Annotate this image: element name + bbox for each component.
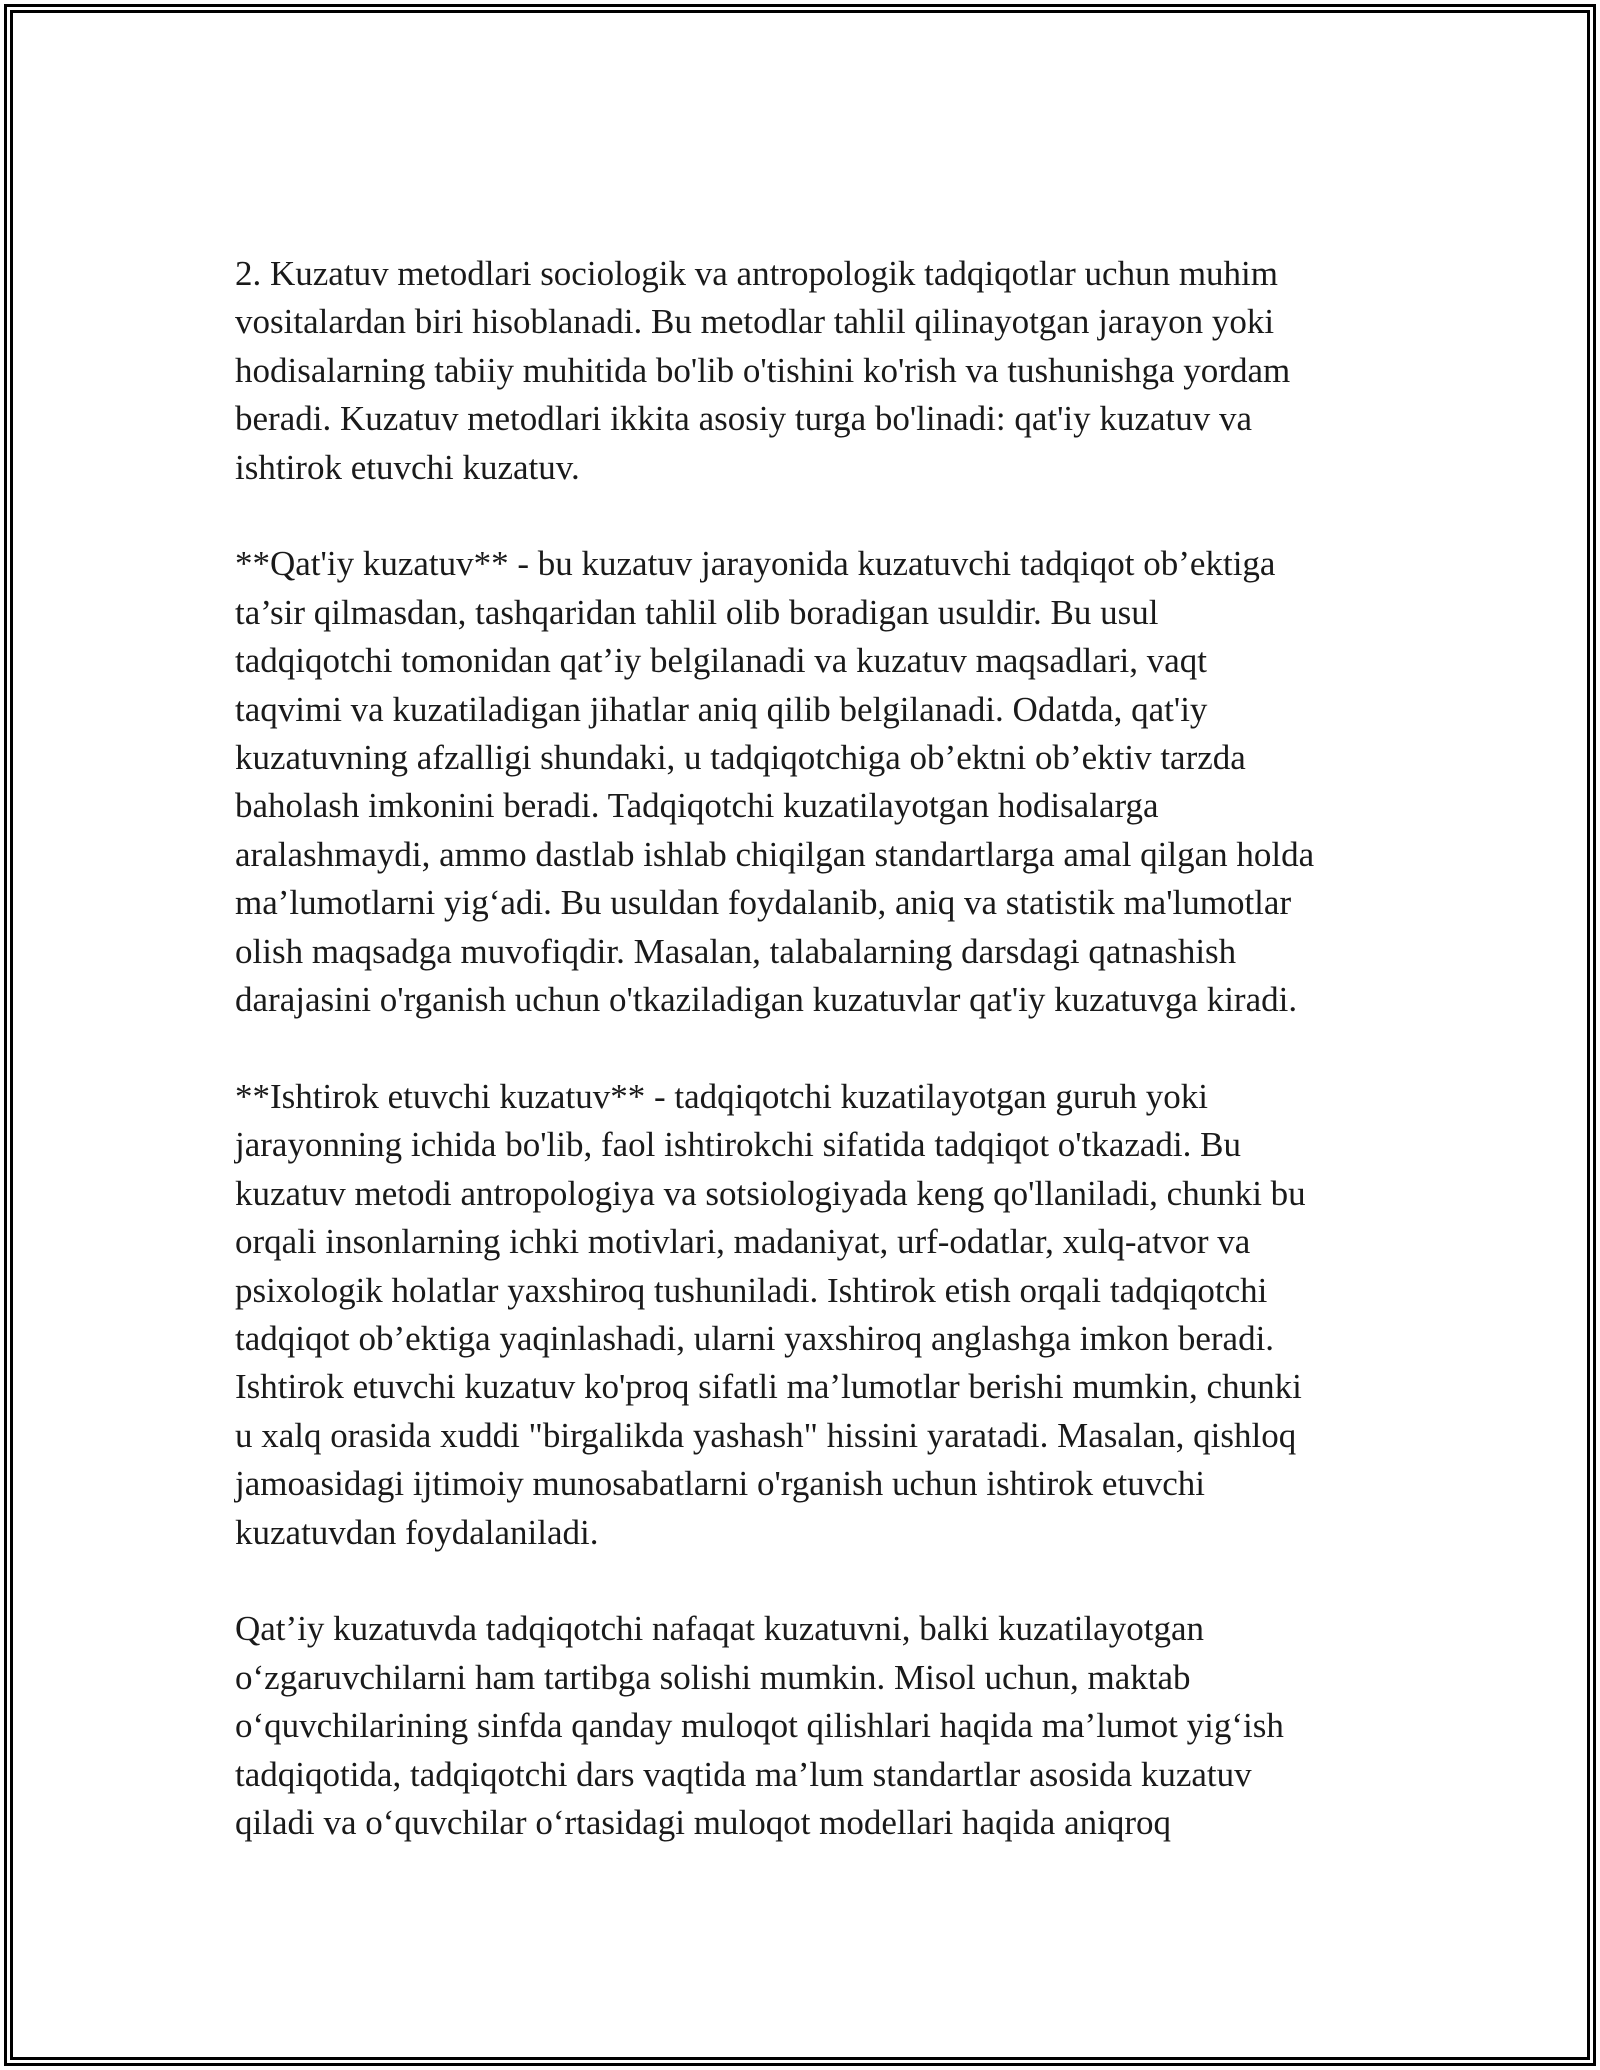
paragraph-intro: 2. Kuzatuv metodlari sociologik va antropologik tadqiqotlar uchun muhim vositalardan biri hisoblanadi. Bu metodlar tahlil qilinayotgan jarayon yoki hodisalarning tabiiy muhitida bo'lib o'tishini ko'rish va tushunishga yordam beradi. Kuzatuv metodlari ikkita asosiy turga bo'linadi: qat'iy kuzatuv va ishtirok etuvchi kuzatuv. xyxy=(235,254,1291,487)
paragraph-strict-observation-example: Qat’iy kuzatuvda tadqiqotchi nafaqat kuzatuvni, balki kuzatilayotgan o‘zgaruvchilarni ham tartibga solishi mumkin. Misol uchun, maktab o‘quvchilarining sinfda qanday muloqot qilishlari haqida ma’lumot yig‘ish tadqiqotida, tadqiqotchi dars vaqtida ma’lum standartlar asosida kuzatuv qiladi va o‘quvchilar o‘rtasidagi muloqot modellari haqida aniqroq xyxy=(235,1609,1284,1842)
paragraph-strict-observation: **Qat'iy kuzatuv** - bu kuzatuv jarayonida kuzatuvchi tadqiqot ob’ektiga ta’sir qilmasdan, tashqaridan tahlil olib boradigan usuldir. Bu usul tadqiqotchi tomonidan qat’iy belgilanadi va kuzatuv maqsadlari, vaqt taqvimi va kuzatiladigan jihatlar aniq qilib belgilanadi. Odatda, qat'iy kuzatuvning afzalligi shundaki, u tadqiqotchiga ob’ektni ob’ektiv tarzda baholash imkonini beradi. Tadqiqotchi kuzatilayotgan hodisalarga aralashmaydi, ammo dastlab ishlab chiqilgan standartlarga amal qilgan holda ma’lumotlarni yig‘adi. Bu usuldan foydalanib, aniq va statistik ma'lumotlar olish maqsadga muvofiqdir. Masalan, talabalarning darsdagi qatnashish darajasini o'rganish uchun o'tkaziladigan kuzatuvlar qat'iy kuzatuvga kiradi. xyxy=(235,544,1315,1020)
document-body xyxy=(235,250,1370,1896)
paragraph-participant-observation: **Ishtirok etuvchi kuzatuv** - tadqiqotchi kuzatilayotgan guruh yoki jarayonning ichida bo'lib, faol ishtirokchi sifatida tadqiqot o'tkazadi. Bu kuzatuv metodi antropologiya va sotsiologiyada keng qo'llaniladi, chunki bu orqali insonlarning ichki motivlari, madaniyat, urf-odatlar, xulq-atvor va psixologik holatlar yaxshiroq tushuniladi. Ishtirok etish orqali tadqiqotchi tadqiqot ob’ektiga yaqinlashadi, ularni yaxshiroq anglashga imkon beradi. Ishtirok etuvchi kuzatuv ko'proq sifatli ma’lumotlar berishi mumkin, chunki u xalq orasida xuddi "birgalikda yashash" hissini yaratadi. Masalan, qishloq jamoasidagi ijtimoiy munosabatlarni o'rganish uchun ishtirok etuvchi kuzatuvdan foydalaniladi. xyxy=(235,1076,1306,1552)
